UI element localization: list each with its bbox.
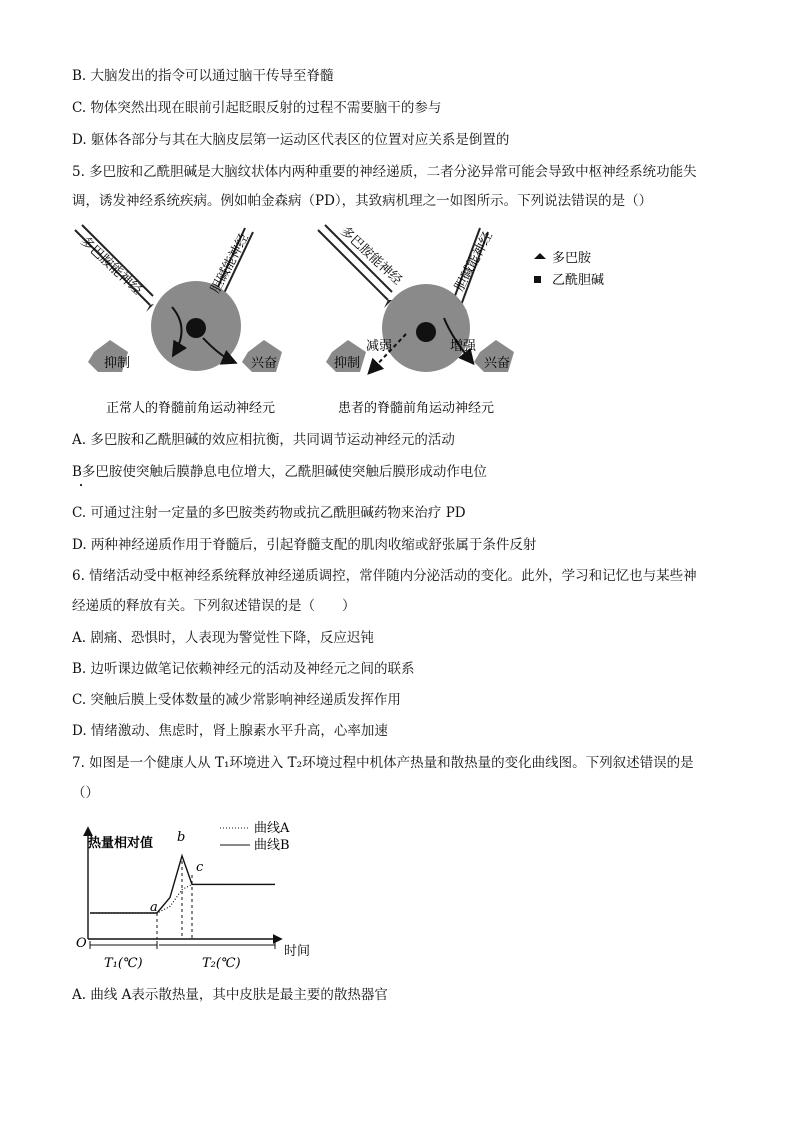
legend-acetylcholine: 乙酰胆碱 <box>552 273 605 288</box>
legend-b-label: 曲线B <box>254 838 290 853</box>
option-b-q5: B多巴胺使突触后膜静息电位增大，乙酰胆碱使突触后膜形成动作电位 <box>72 464 487 480</box>
legend-a-label: 曲线A <box>254 821 290 836</box>
cholinergic-nerve-label-right: 胆碱能神经 <box>452 229 497 294</box>
excite-label-left: 兴奋 <box>251 356 278 371</box>
point-b-label: b <box>177 830 186 845</box>
origin-label: O <box>76 936 87 951</box>
enhance-label: 增强 <box>450 339 477 354</box>
option-b-q6: B. 边听课边做笔记依赖神经元的活动及神经元之间的联系 <box>72 661 415 677</box>
normal-neuron <box>75 225 282 416</box>
inhibit-label-right: 抑制 <box>334 356 361 371</box>
dopamine-nerve-label-left: 多巴胺能神经 <box>77 233 145 299</box>
option-c-q6: C. 突触后膜上受体数量的减少常影响神经递质发挥作用 <box>72 692 401 708</box>
cholinergic-nerve-label-left: 胆碱能神经 <box>208 231 253 296</box>
option-c-q5: C. 可通过注射一定量的多巴胺类药物或抗乙酰胆碱药物来治疗 PD <box>72 505 466 521</box>
t2-label: T₂(℃) <box>202 956 241 971</box>
y-axis-label: 热量相对值 <box>88 836 154 851</box>
caption-patient: 患者的脊髓前角运动神经元 <box>338 401 495 416</box>
parkinson-mechanism-diagram <box>70 222 630 422</box>
x-axis-label: 时间 <box>284 944 311 959</box>
option-d-q6: D. 情绪激动、焦虑时，肾上腺素水平升高，心率加速 <box>72 723 388 739</box>
question-5-line1: 5. 多巴胺和乙酰胆碱是大脑纹状体内两种重要的神经递质，二者分泌异常可能会导致中枢神经系统功能失 <box>72 164 697 180</box>
excite-label-right: 兴奋 <box>484 356 511 371</box>
point-c-label: c <box>196 860 204 875</box>
point-a-label: a <box>150 900 158 915</box>
question-5-line2: 调，诱发神经系统疾病。例如帕金森病（PD），其致病机理之一如图所示。下列说法错误的是（） <box>72 193 653 209</box>
legend-dopamine: 多巴胺 <box>552 251 592 266</box>
option-d-q4: D. 躯体各部分与其在大脑皮层第一运动区代表区的位置对应关系是倒置的 <box>72 132 510 148</box>
t1-label: T₁(℃) <box>104 956 143 971</box>
option-d-q5: D. 两种神经递质作用于脊髓后，引起脊髓支配的肌肉收缩或舒张属于条件反射 <box>72 537 537 553</box>
option-b-q4: B. 大脑发出的指令可以通过脑干传导至脊髓 <box>72 68 334 84</box>
dopamine-nerve-label-right: 多巴胺能神经 <box>337 223 405 289</box>
option-a-q7: A. 曲线 A表示散热量，其中皮肤是最主要的散热器官 <box>72 987 388 1003</box>
option-a-q6: A. 剧痛、恐惧时，人表现为警觉性下降，反应迟钝 <box>72 630 374 646</box>
patient-neuron <box>318 223 514 416</box>
question-7-line2: （） <box>72 785 99 801</box>
question-6-line2: 经递质的释放有关。下列叙述错误的是（ ） <box>72 598 356 614</box>
question-6-line1: 6. 情绪活动受中枢神经系统释放神经递质调控，常伴随内分泌活动的变化。此外，学习和记忆也与某些神 <box>72 568 697 584</box>
inhibit-label-left: 抑制 <box>104 356 131 371</box>
stray-dot <box>80 484 82 486</box>
question-7-line1: 7. 如图是一个健康人从 T₁环境进入 T₂环境过程中机体产热量和散热量的变化曲线图。下列叙述错误的是 <box>72 755 694 771</box>
option-c-q4: C. 物体突然出现在眼前引起眨眼反射的过程不需要脑干的参与 <box>72 100 442 116</box>
caption-normal: 正常人的脊髓前角运动神经元 <box>106 401 276 416</box>
option-a-q5: A. 多巴胺和乙酰胆碱的效应相抗衡，共同调节运动神经元的活动 <box>72 432 455 448</box>
heat-curve-chart <box>70 815 330 975</box>
weaken-label: 减弱 <box>366 339 393 354</box>
